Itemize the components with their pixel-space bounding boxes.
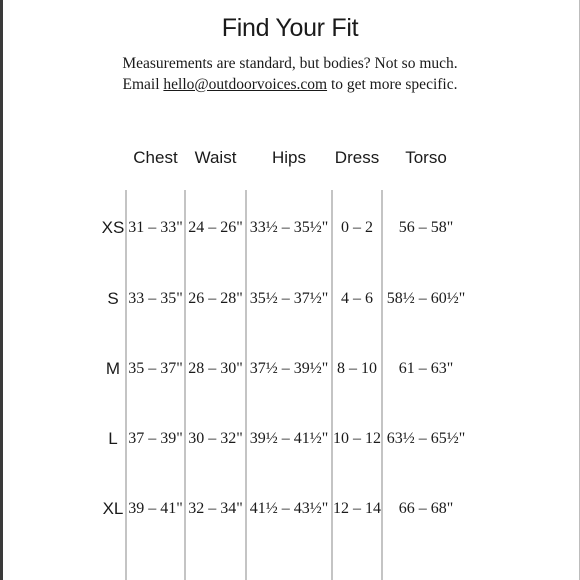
column-header-waist: Waist: [194, 148, 237, 167]
size-label-m: M: [105, 359, 121, 378]
table-cell: 37 – 39": [128, 430, 183, 447]
table-cell: 32 – 34": [188, 500, 243, 517]
table-cell: 0 – 2: [341, 219, 373, 236]
table-cell: 33½ – 35½": [249, 219, 329, 236]
table-cell: 58½ – 60½": [386, 290, 466, 307]
column-divider: [184, 190, 186, 580]
column-divider: [381, 190, 383, 580]
subtitle-line-2: [0, 76, 580, 94]
column-divider: [245, 190, 247, 580]
table-cell: 37½ – 39½": [249, 360, 329, 377]
table-cell: 31 – 33": [128, 219, 183, 236]
column-header-chest: Chest: [133, 148, 178, 167]
column-header-hips: Hips: [271, 148, 306, 167]
subtitle-suffix: to get more specific.: [327, 76, 458, 93]
column-divider: [331, 190, 333, 580]
table-cell: 41½ – 43½": [249, 500, 329, 517]
table-cell: 10 – 12: [333, 430, 381, 447]
size-label-xs: XS: [101, 218, 125, 237]
table-cell: 61 – 63": [398, 360, 454, 377]
column-header-torso: Torso: [405, 148, 447, 167]
table-cell: 35 – 37": [128, 360, 183, 377]
size-label-s: S: [107, 289, 119, 308]
column-divider: [125, 190, 127, 580]
table-cell: 4 – 6: [341, 290, 373, 307]
table-cell: 12 – 14: [333, 500, 381, 517]
table-cell: 56 – 58": [398, 219, 454, 236]
subtitle-line-1: Measurements are standard, but bodies? Not so much.: [122, 55, 458, 72]
table-cell: 63½ – 65½": [386, 430, 466, 447]
size-label-l: L: [108, 429, 118, 448]
size-label-xl: XL: [102, 499, 124, 518]
table-cell: 30 – 32": [188, 430, 243, 447]
table-cell: 35½ – 37½": [249, 290, 329, 307]
table-cell: 66 – 68": [398, 500, 454, 517]
email-link[interactable]: hello@outdoorvoices.com: [163, 76, 328, 93]
table-cell: 8 – 10: [337, 360, 377, 377]
table-cell: 24 – 26": [188, 219, 243, 236]
table-cell: 28 – 30": [188, 360, 243, 377]
table-cell: 39½ – 41½": [249, 430, 329, 447]
table-cell: 26 – 28": [188, 290, 243, 307]
subtitle-prefix: Email: [122, 76, 164, 93]
table-cell: 39 – 41": [128, 500, 183, 517]
page-title: Find Your Fit: [221, 14, 359, 42]
column-header-dress: Dress: [334, 148, 380, 167]
table-cell: 33 – 35": [128, 290, 183, 307]
